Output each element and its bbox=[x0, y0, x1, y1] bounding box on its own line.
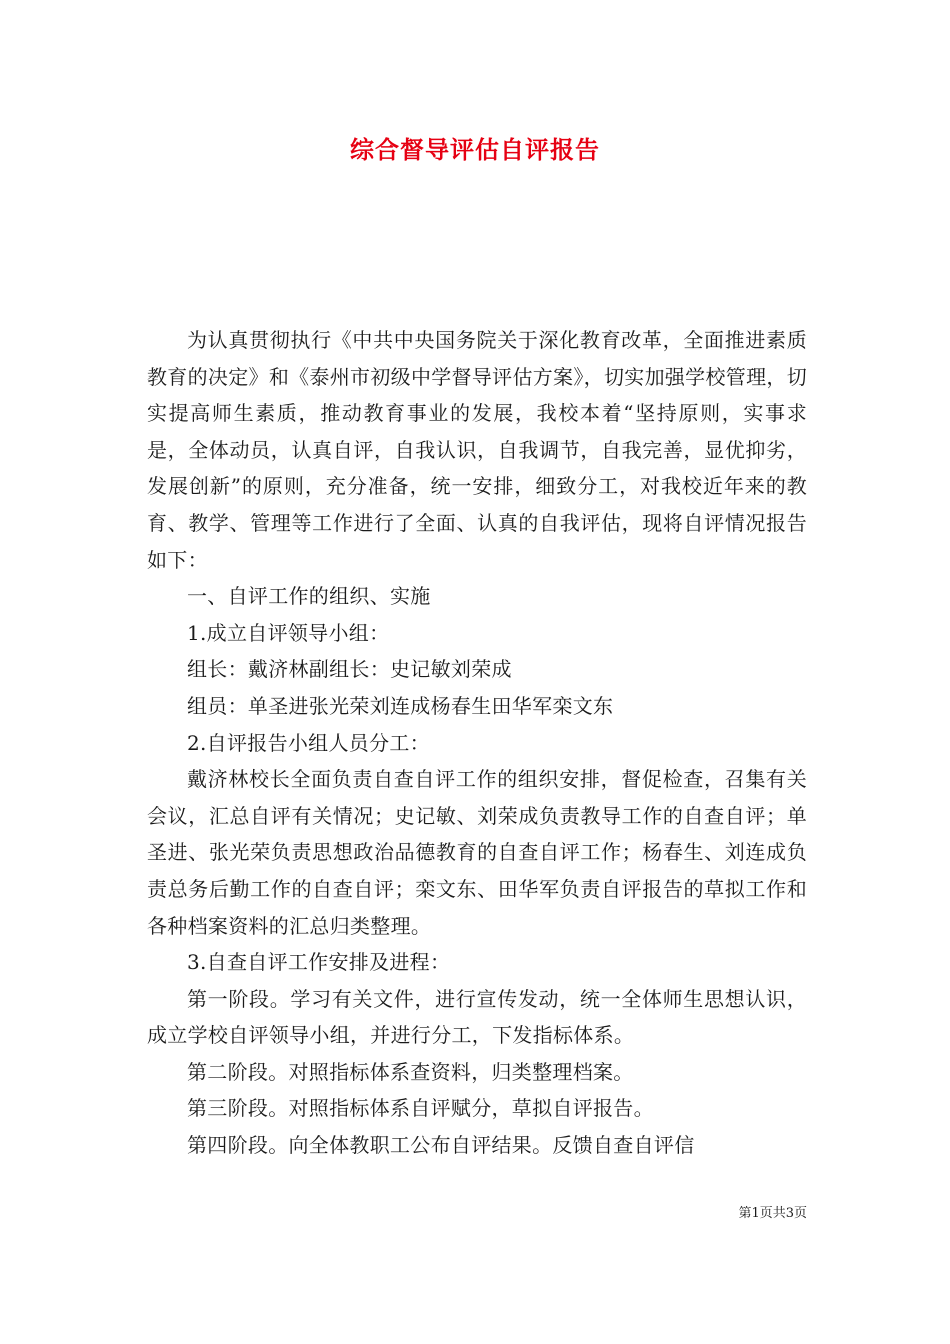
page-number-footer: 第1页共3页 bbox=[738, 1206, 807, 1221]
subheading-division-of-labor: 2.自评报告小组人员分工： bbox=[187, 730, 430, 755]
section-heading: 一、自评工作的组织、实施 bbox=[187, 584, 431, 609]
stage-four-paragraph: 第四阶段。向全体教职工公布自评结果。反馈自查自评信 bbox=[187, 1133, 695, 1158]
division-of-labor-paragraph: 戴济林校长全面负责自查自评工作的组织安排，督促检查，召集有关会议，汇总自评有关情况；史记敏、刘荣成负责教导工作的自查自评；单圣进、张光荣负责思想政治品德教育的自查自评工作；杨春生、刘连成负责总务后勤工作的自查自评；栾文东、田华军负责自评报告的草拟工作和各种档案资料的汇总归类整理。 bbox=[147, 767, 807, 938]
group-members: 组员：单圣进张光荣刘连成杨春生田华军栾文东 bbox=[187, 693, 614, 718]
stage-one-paragraph: 第一阶段。学习有关文件，进行宣传发动，统一全体师生思想认识，成立学校自评领导小组，并进行分工，下发指标体系。 bbox=[147, 986, 807, 1048]
intro-paragraph: 为认真贯彻执行《中共中央国务院关于深化教育改革，全面推进素质教育的决定》和《泰州市初级中学督导评估方案》，切实加强学校管理，切实提高师生素质，推动教育事业的发展，我校本着“坚持原则，实事求是，全体动员，认真自评，自我认识，自我调节，自我完善，显优抑劣，发展创新”的原则，充分准备，统一安排，细致分工，对我校近年来的教育、教学、管理等工作进行了全面、认真的自我评估，现将自评情况报告如下： bbox=[147, 328, 807, 572]
document-title: 综合督导评估自评报告 bbox=[350, 135, 600, 164]
subheading-leadership-group: 1.成立自评领导小组： bbox=[187, 620, 390, 645]
stage-two-paragraph: 第二阶段。对照指标体系查资料，归类整理档案。 bbox=[187, 1059, 634, 1084]
stage-three-paragraph: 第三阶段。对照指标体系自评赋分，草拟自评报告。 bbox=[187, 1096, 654, 1121]
subheading-schedule: 3.自查自评工作安排及进程： bbox=[187, 950, 451, 975]
group-leaders: 组长：戴济林副组长：史记敏刘荣成 bbox=[187, 657, 512, 682]
document-body bbox=[147, 322, 807, 1164]
